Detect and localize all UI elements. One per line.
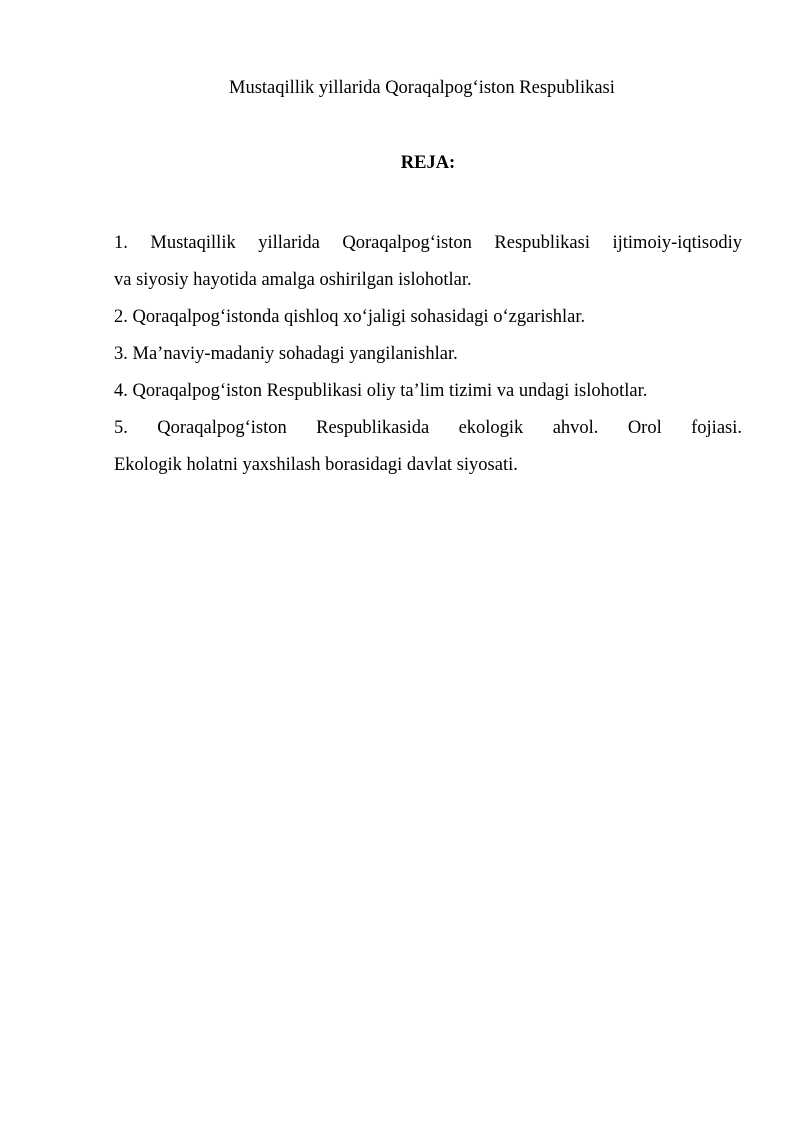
- document-title: Mustaqillik yillarida Qoraqalpog‘iston Respublikasi: [229, 78, 615, 98]
- plan-item-3: [114, 336, 742, 373]
- plan-item-2: [114, 299, 742, 336]
- plan-item-2-line-1: 2. Qoraqalpog‘istonda qishloq xo‘jaligi sohasidagi o‘zgarishlar.: [114, 307, 586, 327]
- plan-heading: REJA:: [400, 153, 456, 173]
- plan-item-4: [114, 373, 742, 410]
- plan-item-1: [114, 225, 742, 299]
- plan-item-4-line-1: 4. Qoraqalpog‘iston Respublikasi oliy ta’lim tizimi va undagi islohotlar.: [114, 381, 648, 401]
- plan-item-5-line-1: 5. Qoraqalpog‘iston Respublikasida ekologik ahvol. Orol fojiasi.: [114, 418, 742, 438]
- plan-item-1-line-1: 1. Mustaqillik yillarida Qoraqalpog‘iston Respublikasi ijtimoiy-iqtisodiy: [114, 233, 742, 253]
- plan-item-3-line-1: 3. Ma’naviy-madaniy sohadagi yangilanishlar.: [114, 344, 458, 364]
- plan-item-1-line-2: va siyosiy hayotida amalga oshirilgan islohotlar.: [114, 270, 472, 290]
- plan-list: [114, 225, 742, 484]
- plan-item-5: [114, 410, 742, 484]
- plan-item-5-line-2: Ekologik holatni yaxshilash borasidagi davlat siyosati.: [114, 455, 518, 475]
